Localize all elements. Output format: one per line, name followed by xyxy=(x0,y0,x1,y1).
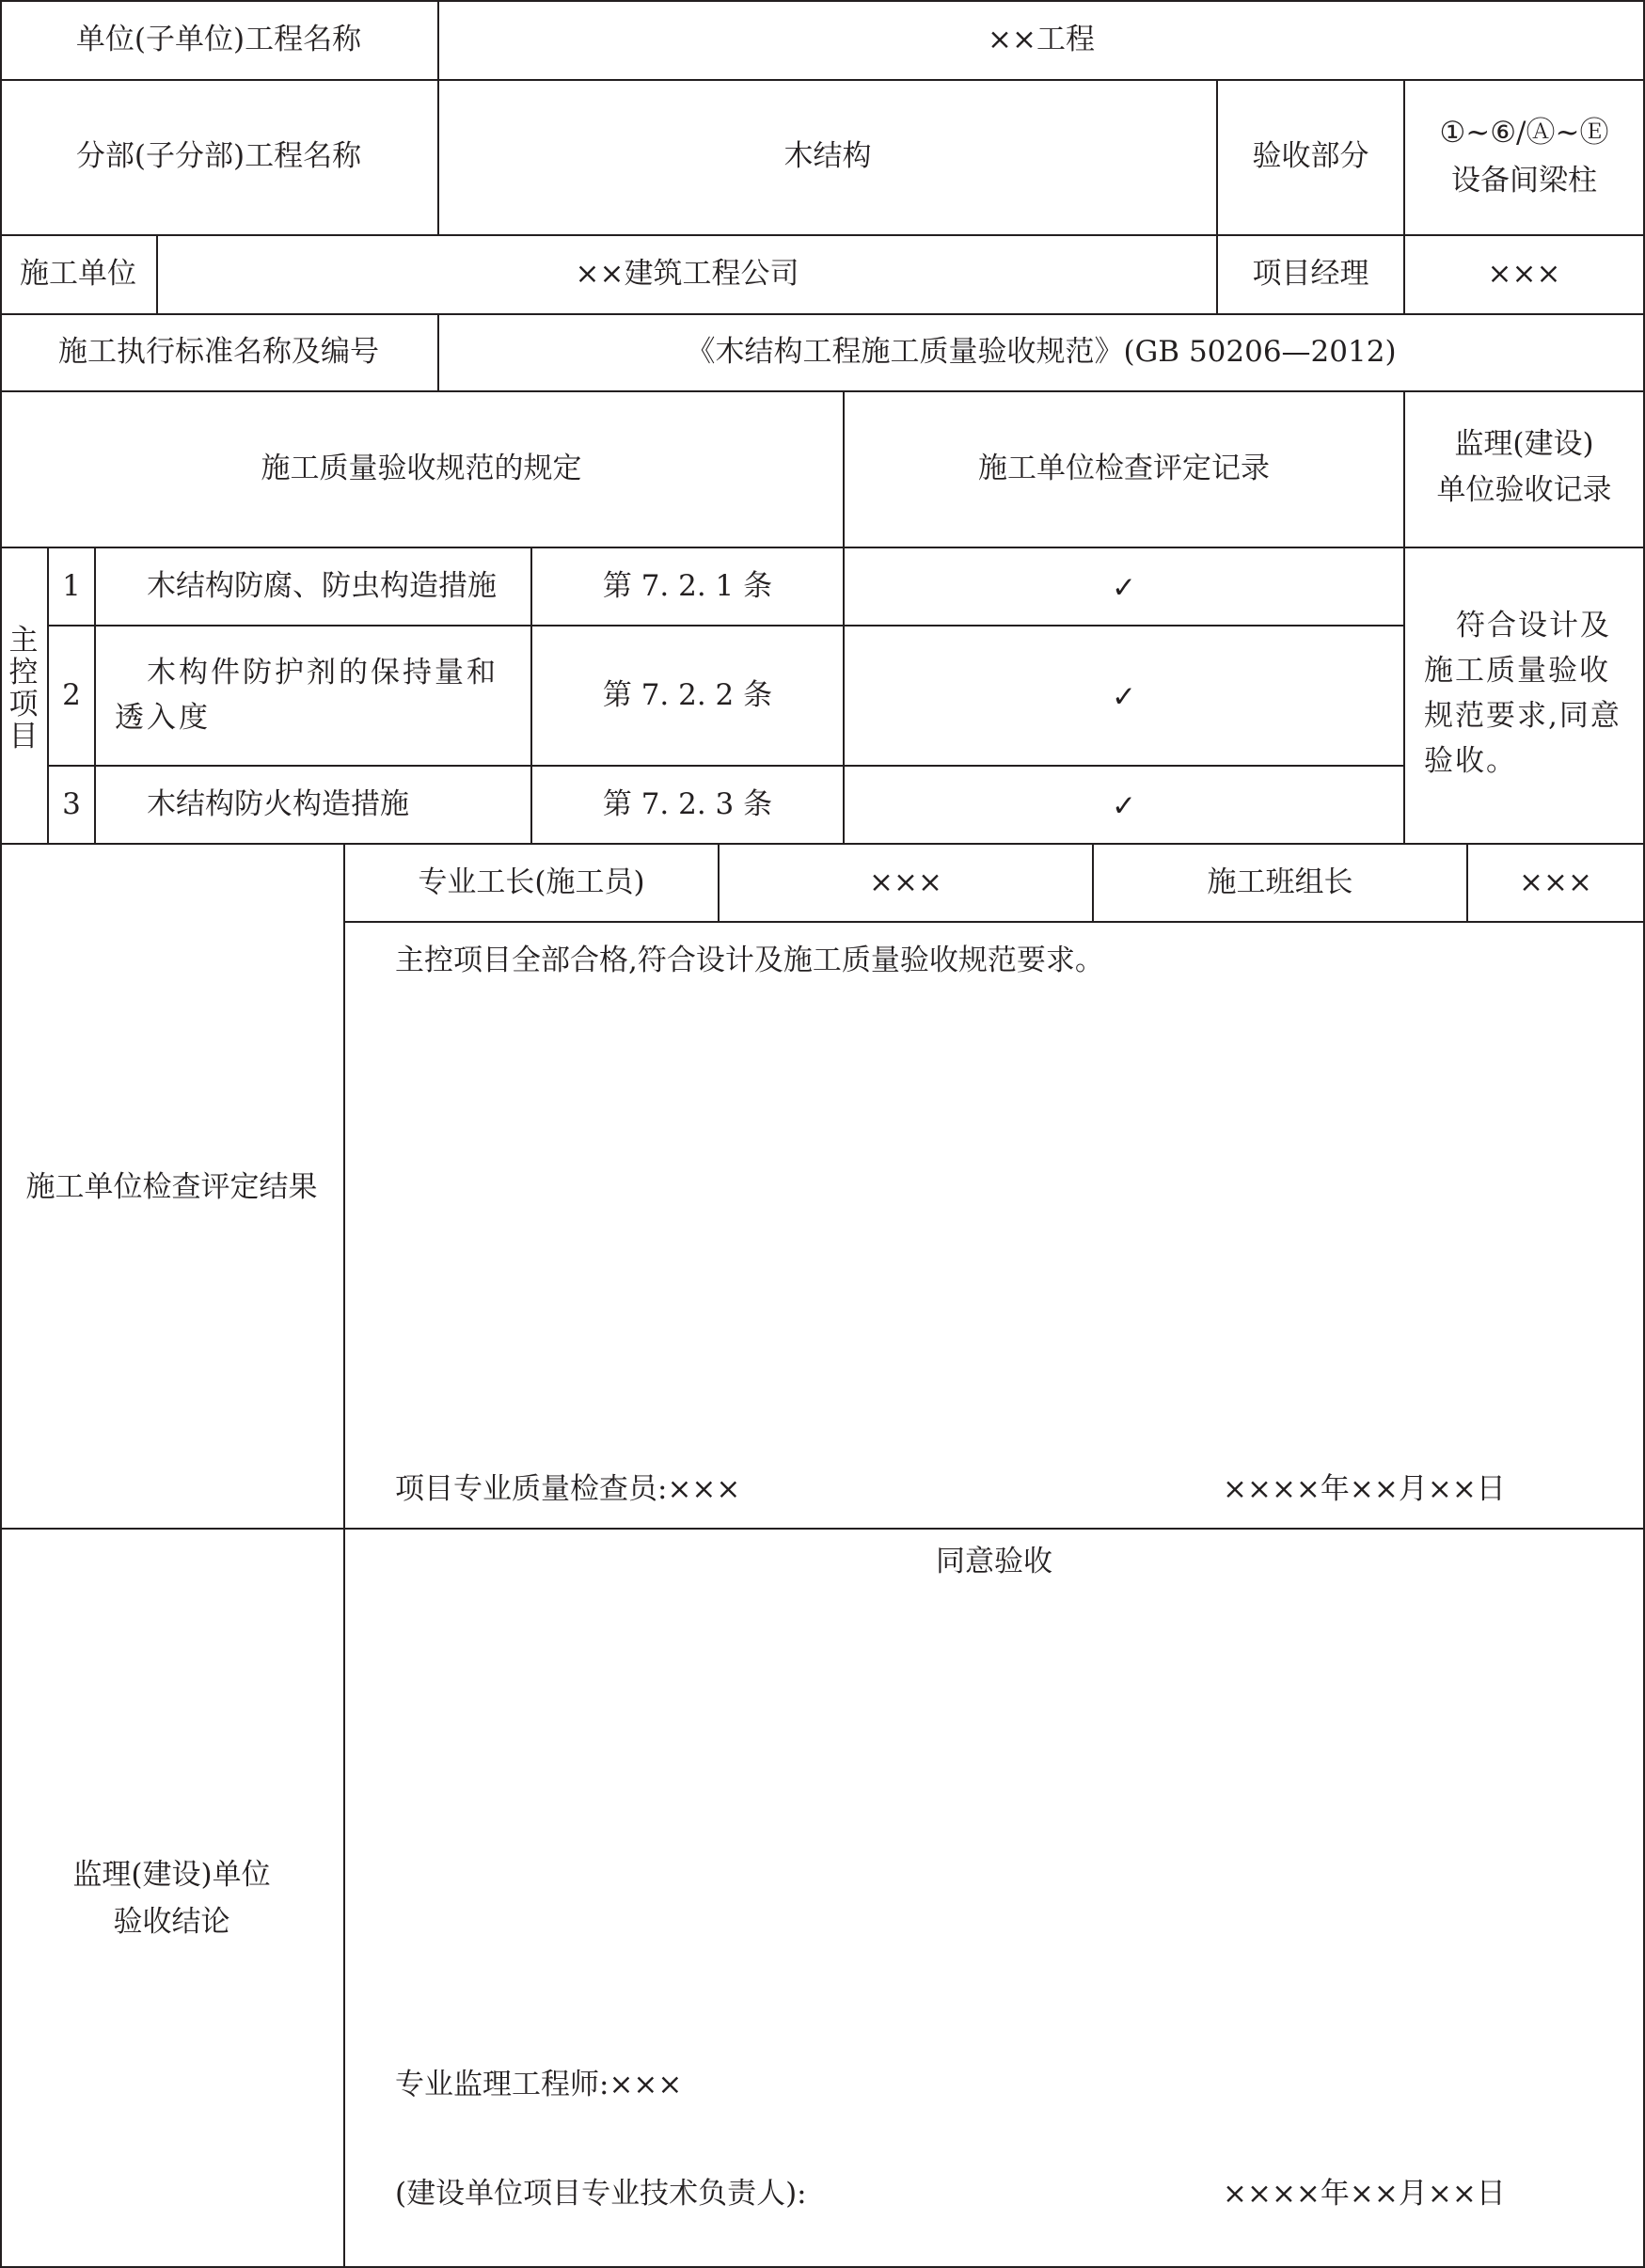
standard-value: 《木结构工程施工质量验收规范》(GB 50206—2012) xyxy=(686,335,1397,369)
acceptance-part-line2: 设备间梁柱 xyxy=(1451,164,1597,198)
contractor-result-date: ××××年××月××日 xyxy=(1223,1472,1506,1506)
item-number: 2 xyxy=(62,678,81,712)
item-result: ✓ xyxy=(1112,571,1136,605)
item-name: 木构件防护剂的保持量和透入度 xyxy=(115,656,498,735)
standard-label: 施工执行标准名称及编号 xyxy=(58,335,379,369)
group-label-char: 主 xyxy=(8,624,39,658)
supervisor-record-header-line2: 单位验收记录 xyxy=(1436,473,1612,507)
divider xyxy=(0,390,1645,392)
group-label-char: 控 xyxy=(8,656,39,690)
divider xyxy=(47,765,1404,767)
contractor-result-label: 施工单位检查评定结果 xyxy=(25,1170,318,1204)
divider xyxy=(0,234,1645,236)
project-manager-label: 项目经理 xyxy=(1252,257,1369,291)
contractor-value: ××建筑工程公司 xyxy=(575,257,799,291)
item-clause: 第 7. 2. 2 条 xyxy=(602,678,773,712)
group-label-char: 项 xyxy=(8,688,39,722)
supervisor-result-text: 同意验收 xyxy=(936,1545,1052,1578)
divider xyxy=(344,921,1645,923)
item-result: ✓ xyxy=(1112,680,1136,714)
quality-inspector: 项目专业质量检查员:××× xyxy=(395,1472,741,1506)
owner-technical-lead: (建设单位项目专业技术负责人): xyxy=(395,2177,807,2211)
divider xyxy=(0,843,1645,845)
divider xyxy=(47,625,1404,626)
item-number: 1 xyxy=(62,569,81,603)
foreman-value: ××× xyxy=(869,865,942,899)
contractor-result-text: 主控项目全部合格,符合设计及施工质量验收规范要求。 xyxy=(395,944,1104,977)
supervision-engineer: 专业监理工程师:××× xyxy=(395,2068,683,2101)
sub-project-value: 木结构 xyxy=(783,139,872,173)
contractor-label: 施工单位 xyxy=(20,257,136,291)
contractor-record-header: 施工单位检查评定记录 xyxy=(978,452,1270,485)
unit-project-label: 单位(子单位)工程名称 xyxy=(75,23,362,56)
unit-project-value: ××工程 xyxy=(988,23,1095,56)
item-number: 3 xyxy=(62,787,81,821)
group-label-char: 目 xyxy=(8,720,39,753)
supervisor-record-header-line1: 监理(建设) xyxy=(1454,427,1594,461)
item-clause: 第 7. 2. 1 条 xyxy=(602,569,773,603)
divider xyxy=(0,547,1645,548)
supervisor-item-conclusion: 符合设计及施工质量验收规范要求,同意验收。 xyxy=(1424,609,1621,778)
project-manager-value: ××× xyxy=(1487,257,1561,291)
sub-project-label: 分部(子分部)工程名称 xyxy=(75,139,362,173)
supervisor-result-label-line1: 监理(建设)单位 xyxy=(72,1858,271,1892)
supervisor-result-date: ××××年××月××日 xyxy=(1223,2177,1506,2211)
acceptance-part-line1: ①~⑥/Ⓐ~Ⓔ xyxy=(1439,116,1609,150)
divider xyxy=(0,79,1645,81)
divider xyxy=(94,547,96,843)
divider xyxy=(0,313,1645,315)
team-leader-value: ××× xyxy=(1519,865,1592,899)
item-name: 木结构防火构造措施 xyxy=(147,787,409,821)
team-leader-label: 施工班组长 xyxy=(1207,865,1353,899)
divider xyxy=(0,1528,1645,1530)
frame-top xyxy=(0,0,1645,2)
item-name: 木结构防腐、防虫构造措施 xyxy=(147,569,497,603)
item-clause: 第 7. 2. 3 条 xyxy=(602,787,773,821)
item-result: ✓ xyxy=(1112,789,1136,823)
foreman-label: 专业工长(施工员) xyxy=(418,865,645,899)
acceptance-part-label: 验收部分 xyxy=(1252,139,1369,173)
spec-rules-header: 施工质量验收规范的规定 xyxy=(261,452,582,485)
supervisor-result-label-line2: 验收结论 xyxy=(113,1905,230,1939)
